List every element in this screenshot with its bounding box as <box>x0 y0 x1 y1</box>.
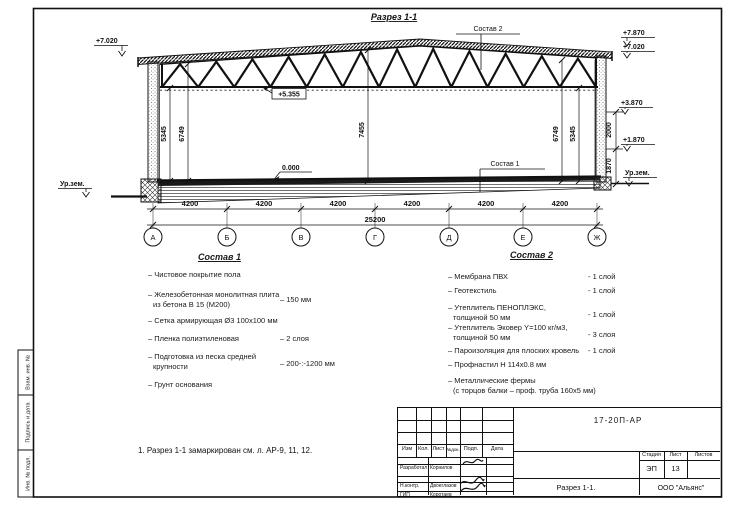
list-item-line2: из бетона В 15 (М200) <box>153 299 231 309</box>
elevation-left-top <box>94 38 128 56</box>
list-item: – Мембрана ПВХ <box>448 272 508 281</box>
tb-header-izm: Изм <box>401 446 413 452</box>
dim-6749-right: 6749 <box>553 126 560 142</box>
list-item <box>448 376 596 395</box>
axis-label-zh: Ж <box>593 233 601 242</box>
dim-bay-1: 4200 <box>181 199 199 208</box>
tb-stage-label: Стадия <box>642 452 661 458</box>
sostav2-title: Состав 2 <box>510 250 553 260</box>
list-item-value: - 3 слоя <box>588 330 616 339</box>
list-item-value: - 1 слой <box>588 286 616 295</box>
right-wall <box>596 56 606 182</box>
right-foundation <box>594 177 611 190</box>
elevation-left-top-label: +7.020 <box>96 38 118 45</box>
list-item-value: – 150 мм <box>280 295 312 304</box>
dim-bay-6: 4200 <box>551 199 569 208</box>
title-block <box>397 407 722 497</box>
list-item <box>148 290 279 309</box>
sostav1-list <box>138 250 433 400</box>
tb-doc-number: 17-20П-АР <box>593 416 643 425</box>
list-item-line1: – Утеплитель ПЕНОПЛЭКС, <box>448 303 546 312</box>
tb-role: ГИП <box>400 491 410 498</box>
tb-role: Разработал <box>400 465 428 471</box>
tb-role: Н.контр. <box>400 482 420 489</box>
list-item-line2: (с торцов балки – проф. труба 160х5 мм) <box>453 385 596 395</box>
tb-header-list: Лист <box>432 446 445 452</box>
list-item-value: – 2 слоя <box>280 334 309 343</box>
tb-name: Коротаев <box>430 491 452 498</box>
list-item: – Пленка полиэтиленовая <box>148 334 239 343</box>
leader-sostav2-label: Состав 2 <box>473 26 503 33</box>
list-item <box>448 323 568 342</box>
list-item-value: – 200-:-1200 мм <box>280 359 335 368</box>
dim-5345-left: 5345 <box>161 126 168 142</box>
tb-company: ООО "Альянс" <box>657 485 705 492</box>
left-foundation <box>141 179 161 202</box>
tb-name: Корнилов <box>430 465 453 471</box>
dim-total: 25200 <box>364 215 386 224</box>
list-item-line2: толщиной 50 мм <box>453 332 511 342</box>
elevation-truss-bottom <box>263 87 306 99</box>
dim-7455-center: 7455 <box>359 122 366 138</box>
elevation-right-ground-label: Ур.зем. <box>625 170 650 177</box>
tb-header-kol: Кол. <box>418 446 429 452</box>
tb-sheet-value: 13 <box>671 464 680 473</box>
axis-label-g: Г <box>372 233 378 242</box>
elevation-right-2 <box>621 44 655 58</box>
frame-label-podpis: Подпись и дата <box>25 402 32 443</box>
dim-bay-5: 4200 <box>477 199 495 208</box>
vertical-dimensions <box>167 47 623 187</box>
roof <box>138 39 612 67</box>
list-item-line2: крупности <box>153 361 188 371</box>
tb-sheets-label: Листов <box>694 452 713 458</box>
elevation-right-4 <box>621 137 655 151</box>
signature <box>458 476 486 495</box>
list-item-value: - 1 слой <box>588 272 616 281</box>
elevation-right-2-label: +7.020 <box>623 44 645 51</box>
dim-5345-right: 5345 <box>570 126 577 142</box>
dim-bay-2: 4200 <box>255 199 273 208</box>
list-item: – Пароизоляция для плоских кровель <box>448 346 580 355</box>
dim-bay-3: 4200 <box>329 199 347 208</box>
axis-bubbles <box>144 228 606 246</box>
tb-drawing-name: Разрез 1-1. <box>556 483 596 492</box>
elevation-right-4-label: +1.870 <box>623 137 645 144</box>
dim-1870: 1870 <box>606 158 613 174</box>
list-item-value: - 1 слой <box>588 310 616 319</box>
list-item: – Сетка армирующая Ø3 100х100 мм <box>148 316 278 325</box>
list-item-line1: – Металлические фермы <box>448 376 536 385</box>
floor-slab <box>157 177 601 204</box>
list-item-line1: – Утеплитель Эковер Y=100 кг/м3, <box>448 323 568 332</box>
sostav2-list <box>425 250 725 410</box>
list-item: – Профнастил Н 114х0.8 мм <box>448 360 547 369</box>
list-item <box>448 303 546 322</box>
list-item: – Чистовое покрытие пола <box>148 270 241 279</box>
left-wall <box>148 62 158 182</box>
section-title: Разрез 1-1 <box>370 12 418 22</box>
sheet-note: 1. Разрез 1-1 замаркирован см. л. АР-9, 11, 12. <box>138 446 313 455</box>
elevation-left-ground-label: Ур.зем. <box>60 181 85 188</box>
dim-bay-4: 4200 <box>403 199 421 208</box>
axis-label-d: Д <box>446 233 452 242</box>
list-item-value: - 1 слой <box>588 346 616 355</box>
elevation-truss-bottom-label: +5.355 <box>278 91 300 99</box>
elevation-floor-label: 0.000 <box>282 165 300 172</box>
elevation-right-3-label: +3.870 <box>621 100 643 107</box>
list-item-line1: – Железобетонная монолитная плита <box>148 290 280 299</box>
tb-header-ndok: №док. <box>446 446 460 452</box>
dim-6749-left: 6749 <box>179 126 186 142</box>
list-item-line1: – Подготовка из песка средней <box>148 352 257 361</box>
dim-2000: 2000 <box>606 122 613 138</box>
frame-label-inv: Инв. № подл. <box>25 456 32 491</box>
list-item <box>148 352 256 371</box>
sostav1-title: Состав 1 <box>198 252 241 262</box>
tb-header-data: Дата <box>490 446 504 452</box>
elevation-right-3 <box>619 100 653 114</box>
frame-label-vzam: Взам. инв. № <box>25 355 32 390</box>
axis-label-b: Б <box>224 233 230 242</box>
axis-label-v: В <box>298 233 304 242</box>
list-item: – Геотекстиль <box>448 286 497 295</box>
elevation-right-1-label: +7.870 <box>623 30 645 37</box>
axis-label-a: А <box>150 233 156 242</box>
leader-sostav1-label: Состав 1 <box>490 161 520 168</box>
tb-name: Двоеглазов <box>430 482 457 489</box>
elevation-left-ground <box>58 181 92 197</box>
tb-sheet-label: Лист <box>669 452 682 458</box>
list-item: – Грунт основания <box>148 380 213 389</box>
axis-label-e: Е <box>520 233 526 242</box>
tb-header-podp: Подп. <box>463 446 479 452</box>
list-item-line2: толщиной 50 мм <box>453 312 511 322</box>
tb-stage-value: ЭП <box>646 464 657 473</box>
signature <box>462 458 484 467</box>
